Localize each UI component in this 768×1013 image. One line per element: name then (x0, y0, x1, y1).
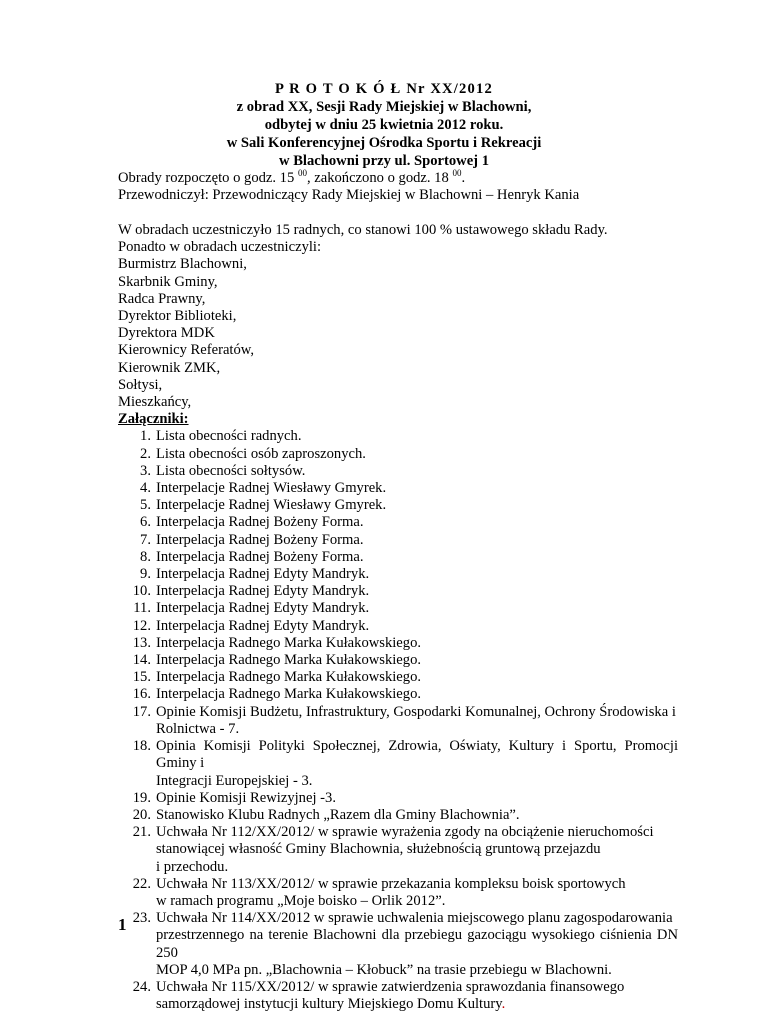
attachment-number: 12. (132, 617, 151, 634)
attachment-number: 2. (140, 445, 151, 462)
attachment-item (118, 480, 678, 497)
attachment-text-line: przestrzennego na terenie Blachowni dla przebiegu gazociągu wysokiego ciśnienia DN 250 (156, 927, 678, 961)
session-times (118, 170, 678, 187)
end-time-text: , zakończono o godz. 18 (306, 170, 449, 186)
attachment-item (118, 876, 678, 910)
attachment-item (118, 738, 678, 790)
attachment-item (118, 652, 678, 669)
attachment-text-line: Interpelacja Radnej Bożeny Forma. (156, 531, 364, 548)
header-line-address: w Blachowni przy ul. Sportowej 1 (279, 153, 489, 169)
header-line-date: odbytej w dniu 25 kwietnia 2012 roku. (264, 117, 504, 133)
attachment-number: 10. (132, 583, 151, 600)
attachment-item (118, 704, 678, 738)
attachment-text-line: Lista obecności sołtysów. (156, 462, 306, 479)
attachment-number: 15. (132, 669, 151, 686)
attachment-text-line: Uchwała Nr 115/XX/2012/ w sprawie zatwierdzenia sprawozdania finansowego (156, 978, 625, 995)
attachment-text-line: samorządowej instytucji kultury Miejskiego Domu Kultury (156, 996, 502, 1013)
attachment-number: 3. (140, 462, 151, 479)
guest-item: Burmistrz Blachowni, (118, 256, 247, 273)
attachment-text-line: Interpelacja Radnej Edyty Mandryk. (156, 583, 370, 600)
start-time-text: Obrady rozpoczęto o godz. 15 (118, 170, 295, 186)
guest-list (118, 256, 678, 411)
end-time-suffix: . (461, 170, 466, 186)
attachment-number: 24. (132, 978, 151, 995)
attachment-number: 17. (132, 703, 151, 720)
guest-item: Dyrektor Biblioteki, (118, 308, 237, 325)
attachments-label: Załączniki: (118, 411, 189, 428)
attachment-item (118, 635, 678, 652)
attachment-item (118, 463, 678, 480)
attachment-text-line: Interpelacja Radnej Edyty Mandryk. (156, 617, 370, 634)
attachment-item (118, 549, 678, 566)
attachment-text-line: Interpelacja Radnej Edyty Mandryk. (156, 566, 370, 583)
header-line-venue: w Sali Konferencyjnej Ośrodka Sportu i Rekreacji (226, 135, 542, 151)
attachment-number: 18. (132, 738, 151, 755)
attachment-text-line: Opinie Komisji Budżetu, Infrastruktury, Gospodarki Komunalnej, Ochrony Środowiska i (156, 703, 676, 720)
attachment-item (118, 669, 678, 686)
attachment-text-line: stanowiącej własność Gminy Blachownia, służebnością gruntową przejazdu (156, 841, 601, 858)
attachment-number: 22. (132, 875, 151, 892)
attachment-number: 4. (140, 480, 151, 497)
guest-item: Kierownik ZMK, (118, 359, 221, 376)
attachment-item (118, 532, 678, 549)
attachment-text-line: Lista obecności radnych. (156, 428, 302, 445)
guest-item: Skarbnik Gminy, (118, 273, 218, 290)
attachment-number: 16. (132, 686, 151, 703)
attachment-text-line: i przechodu. (156, 858, 229, 875)
attachment-number: 14. (132, 652, 151, 669)
attachment-number: 21. (132, 824, 151, 841)
attachment-item (118, 824, 678, 876)
attachment-text-line: Interpelacje Radnej Wiesławy Gmyrek. (156, 480, 387, 497)
start-time-minutes: 00 (297, 168, 307, 178)
attachment-item (118, 979, 678, 1013)
attachment-text-line: Lista obecności osób zaproszonych. (156, 445, 366, 462)
attachment-number: 20. (132, 806, 151, 823)
attachment-item (118, 497, 678, 514)
attachment-number: 9. (140, 566, 151, 583)
attachment-item (118, 686, 678, 703)
attachment-text-line: Interpelacje Radnej Wiesławy Gmyrek. (156, 497, 387, 514)
attachment-text-line: MOP 4,0 MPa pn. „Blachownia – Kłobuck” na trasie przebiegu w Blachowni. (156, 961, 612, 978)
attachment-number: 23. (132, 910, 151, 927)
attachment-text-line: Uchwała Nr 112/XX/2012/ w sprawie wyrażenia zgody na obciążenie nieruchomości (156, 824, 654, 841)
attachment-item (118, 514, 678, 531)
attachment-item (118, 600, 678, 617)
attachment-text-line: Stanowisko Klubu Radnych „Razem dla Gminy Blachownia”. (156, 806, 520, 823)
attachment-item (118, 428, 678, 445)
attachment-number: 1. (140, 428, 151, 445)
end-time-minutes: 00 (452, 168, 462, 178)
attachment-item (118, 790, 678, 807)
attachment-number: 8. (140, 548, 151, 565)
attachment-item (118, 910, 678, 979)
attachment-text-line: w ramach programu „Moje boisko – Orlik 2012”. (156, 892, 446, 909)
attachment-number: 13. (132, 634, 151, 651)
attachments-list (118, 428, 678, 1013)
attachment-item (118, 807, 678, 824)
guest-item: Sołtysi, (118, 376, 163, 393)
attachment-text-line: Interpelacja Radnego Marka Kułakowskiego. (156, 669, 422, 686)
attachment-text-line: Rolnictwa - 7. (156, 720, 240, 737)
attendance-count: W obradach uczestniczyło 15 radnych, co stanowi 100 % ustawowego składu Rady. (118, 222, 608, 238)
attachment-number: 7. (140, 531, 151, 548)
attachment-text-line: Interpelacja Radnego Marka Kułakowskiego. (156, 652, 422, 669)
guest-item: Dyrektora MDK (118, 325, 215, 342)
attachment-number: 19. (132, 789, 151, 806)
attachment-text-line: Uchwała Nr 113/XX/2012/ w sprawie przekazania kompleksu boisk sportowych (156, 875, 626, 892)
attachment-item (118, 583, 678, 600)
attachment-trailing-mark: . (501, 996, 506, 1013)
attachment-text-line: Interpelacja Radnej Edyty Mandryk. (156, 600, 370, 617)
guest-item: Radca Prawny, (118, 290, 206, 307)
attachment-text-line: Interpelacja Radnego Marka Kułakowskiego. (156, 634, 422, 651)
attendance-section (118, 222, 678, 1013)
guest-item: Mieszkańcy, (118, 394, 192, 411)
attendance-guests-intro: Ponadto w obradach uczestniczyli: (118, 239, 322, 256)
attachment-text-line: Opinie Komisji Rewizyjnej -3. (156, 789, 336, 806)
attachment-text-line: Interpelacja Radnej Bożeny Forma. (156, 514, 364, 531)
attachment-number: 6. (140, 514, 151, 531)
chair-line: Przewodniczył: Przewodniczący Rady Miejskiej w Blachowni – Henryk Kania (118, 187, 580, 204)
document-header (0, 80, 768, 170)
attachment-text-line: Interpelacja Radnego Marka Kułakowskiego. (156, 686, 422, 703)
page-number: 1 (118, 915, 127, 934)
header-line-session: z obrad XX, Sesji Rady Miejskiej w Blachowni, (236, 99, 532, 115)
attachment-text-line: Uchwała Nr 114/XX/2012 w sprawie uchwalenia miejscowego planu zagospodarowania (156, 910, 673, 927)
attachment-number: 11. (133, 600, 151, 617)
protocol-title: P R O T O K Ó Ł Nr XX/2012 (274, 81, 494, 97)
attachment-text-line: Opinia Komisji Polityki Społecznej, Zdrowia, Oświaty, Kultury i Sportu, Promocji Gminy i (156, 738, 678, 772)
attachment-number: 5. (140, 497, 151, 514)
guest-item: Kierownicy Referatów, (118, 342, 255, 359)
attachment-item (118, 566, 678, 583)
attachment-text-line: Interpelacja Radnej Bożeny Forma. (156, 548, 364, 565)
session-intro (118, 170, 678, 204)
attachment-item (118, 446, 678, 463)
attachment-item (118, 618, 678, 635)
attachment-text-line: Integracji Europejskiej - 3. (156, 772, 313, 789)
